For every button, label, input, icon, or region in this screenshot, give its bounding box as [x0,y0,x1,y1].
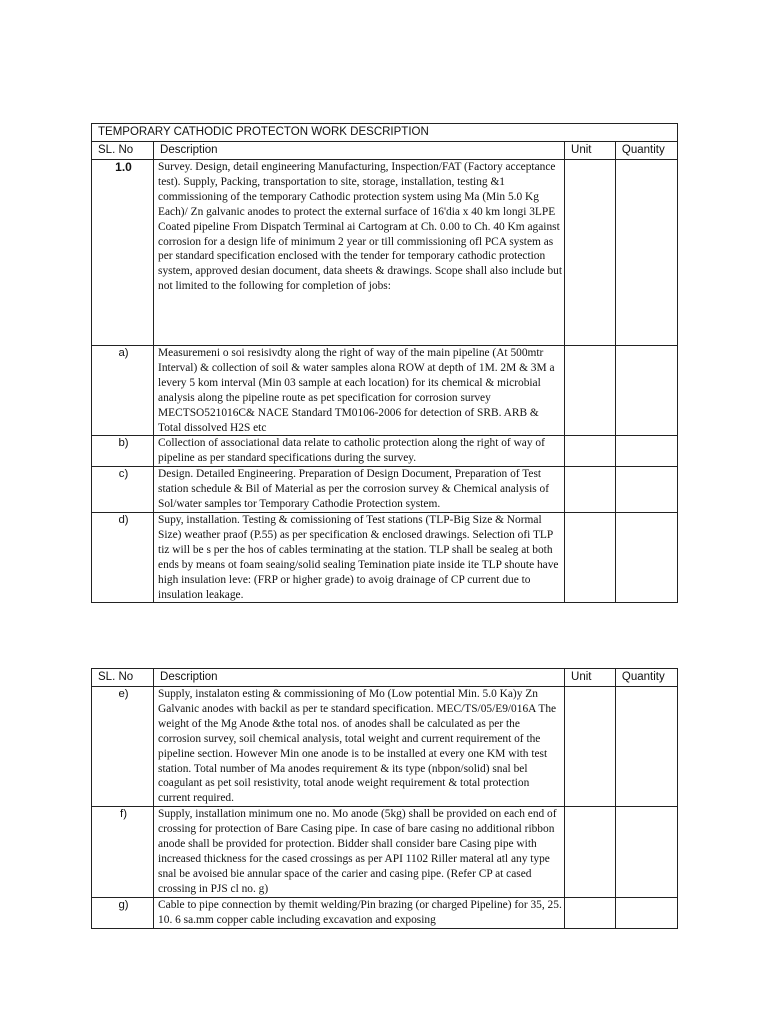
header-sl-no: SL. No [92,142,154,160]
header-quantity: Quantity [615,669,677,687]
table-row [92,160,678,346]
work-description-table-1 [91,123,678,603]
header-description: Description [154,669,565,687]
row-sl-no: 1.0 [92,160,154,346]
row-sl-no: e) [92,687,154,807]
row-quantity [615,346,677,436]
row-quantity [615,467,677,513]
row-description: Measuremeni o soi resisivdty along the right of way of the main pipeline (At 500mtr Interval) & collection of soil & water samples alona ROW at depth of 1M. 2M & 3M a levery 5 kom interval (Min 03 sample at each location) for its chemical & microbial analysis along the pipeline route as pet specification for corrosion survey MECTSO521016C& NACE Standard TM0106-2006 for detection of SRB. ARB & Total dissolved H2S etc [154,346,565,436]
header-sl-no: SL. No [92,669,154,687]
row-sl-no: c) [92,467,154,513]
row-sl-no: b) [92,436,154,467]
row-sl-no: g) [92,897,154,928]
table-row [92,436,678,467]
table-row [92,512,678,602]
row-quantity [615,436,677,467]
row-unit [565,436,616,467]
table-header-row [92,142,678,160]
header-quantity: Quantity [615,142,677,160]
header-unit: Unit [565,142,616,160]
work-description-table-2 [91,668,678,929]
row-unit [565,807,616,897]
row-description: Collection of associational data relate to catholic protection along the right of way of pipeline as per standard specifications during the survey. [154,436,565,467]
row-unit [565,512,616,602]
row-unit [565,687,616,807]
row-quantity [615,160,677,346]
table-title: TEMPORARY CATHODIC PROTECTON WORK DESCRIPTION [92,124,678,142]
row-sl-no: d) [92,512,154,602]
header-description: Description [154,142,565,160]
row-description: Supply, installation minimum one no. Mo anode (5kg) shall be provided on each end of crossing for protection of Bare Casing pipe. In case of bare casing no additional ribbon anode shall be provided for protection. Bidder shall consider bare Casing pipe with increased thickness for the cased crossings as per API 1102 Riller materal atl any type snal be avoised bie annular space of the carier and casing pipe. (Refer CP at cased crossing in PJS cl no. g) [154,807,565,897]
table-row [92,897,678,928]
table-row [92,687,678,807]
row-description: Supply, instalaton esting & commissioning of Mo (Low potential Min. 5.0 Ka)y Zn Galvanic anodes with backil as per te standard specification. MEC/TS/05/E9/016A The weight of the Mg Anode &the total nos. of anodes shall be calculated as per the corrosion survey, soil chemical analysis, total weight and current requirement of the pipeline section. However Min one anode is to be installed at every one KM with test station. Total number of Ma anodes requirement & its type (nbpon/solid) snal bel coagulant as pet soil resistivity, total anode weight requirement & total protection current required. [154,687,565,807]
table-row [92,346,678,436]
row-quantity [615,512,677,602]
table-header-row [92,669,678,687]
row-description: Supy, installation. Testing & comissioning of Test stations (TLP-Big Size & Normal Size) weather praof (P.55) as per specification & enclosed drawings. Selection ofi TLP tiz will be s per the hos of cables terminating at the station. TLP shall be sealeg at both ends by means ot foam seaing/solid sealing Temination piate inside ite TLP shoute have high insulation leve: (FRP or higher grade) to avoig drainage of CP current due to insulation leakage. [154,512,565,602]
row-quantity [615,687,677,807]
row-unit [565,160,616,346]
row-quantity [615,807,677,897]
row-unit [565,897,616,928]
row-quantity [615,897,677,928]
row-sl-no: f) [92,807,154,897]
row-unit [565,346,616,436]
row-sl-no: a) [92,346,154,436]
table-row [92,467,678,513]
table-title-row [92,124,678,142]
row-unit [565,467,616,513]
header-unit: Unit [565,669,616,687]
row-description: Cable to pipe connection by themit welding/Pin brazing (or charged Pipeline) for 35, 25. 10. 6 sa.mm copper cable including excavation and exposing [154,897,565,928]
table-row [92,807,678,897]
row-description: Survey. Design, detail engineering Manufacturing, Inspection/FAT (Factory acceptance test). Supply, Packing, transportation to site, storage, installation, testing &1 commissioning of the temporary Cathodic protection system using Ma (Min 5.0 Kg Each)/ Zn galvanic anodes to protect the external surface of 16'dia x 40 km longi 3LPE Coated pipeline From Dispatch Terminal ai Cartogram at Ch. 0.00 to Ch. 40 Km against corrosion for a design life of minimum 2 year or till commissioning ofl PCA system as per standard specification enclosed with the tender for temporary cathodic protection system, approved desian document, data sheets & drawings. Scope shall also include but not limited to the following for completion of jobs: [154,160,565,346]
row-description: Design. Detailed Engineering. Preparation of Design Document, Preparation of Test station schedule & Bil of Material as per the corrosion survey & Chemical analysis of Sol/water samples tor Temporary Cathodie Protection system. [154,467,565,513]
